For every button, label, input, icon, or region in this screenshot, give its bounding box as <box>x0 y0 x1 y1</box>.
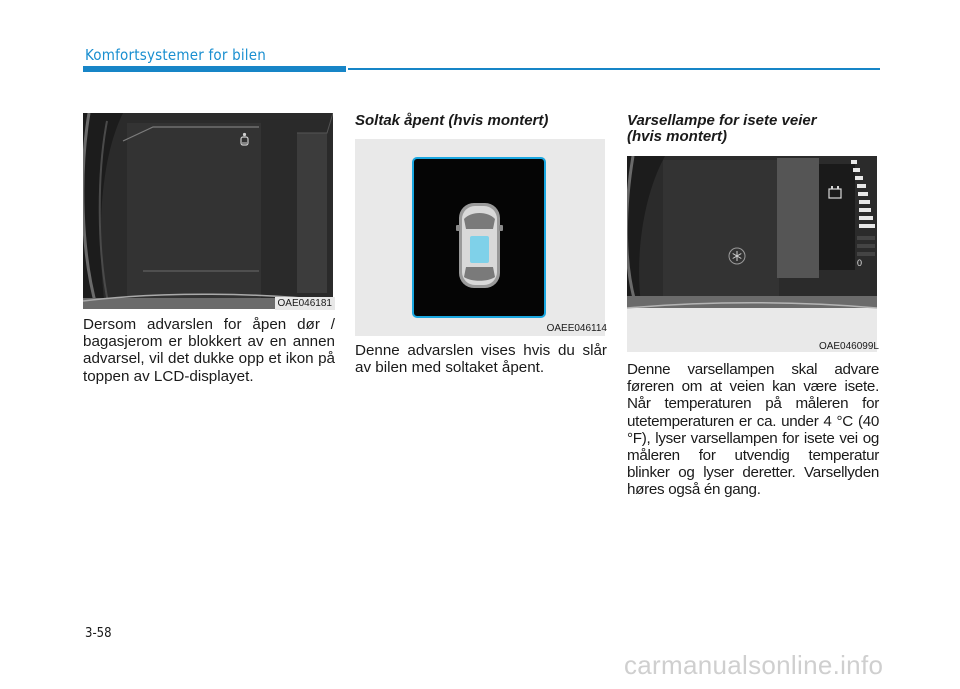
body-text: Dersom advarslen for åpen dør / bagasjerom er blokkert av en annen advarsel, vil det dukke opp et ikon på toppen av LCD-displayet. <box>83 316 335 385</box>
watermark: carmanualsonline.info <box>624 650 884 680</box>
cluster-display-illustration <box>83 113 333 309</box>
gauge-zero-label: 0 <box>857 258 863 268</box>
figure-code: OAEE046114 <box>546 323 607 334</box>
figure-code: OAE046099L <box>818 341 879 352</box>
figure-code: OAE046181 <box>275 297 336 310</box>
sunroof-open-figure <box>355 139 605 336</box>
sunroof-display-illustration <box>355 139 605 336</box>
cluster-door-icon-figure <box>83 113 333 309</box>
section-heading-line2: (hvis montert) <box>627 128 728 145</box>
body-text: Denne advarslen vises hvis du slår av bilen med soltaket åpent. <box>355 342 607 377</box>
header-rule-thin <box>348 68 880 70</box>
icy-road-figure <box>627 156 877 352</box>
section-heading: Soltak åpent (hvis montert) <box>355 112 549 129</box>
car-top-view-icon <box>456 203 503 288</box>
sunroof-open-indicator <box>470 236 489 263</box>
section-title: Komfortsystemer for bilen <box>85 46 267 64</box>
cluster-icy-road-illustration <box>627 156 877 352</box>
header-rule-thick <box>83 66 346 72</box>
page-number: 3-58 <box>85 626 112 641</box>
section-heading-line1: Varsellampe for isete veier <box>627 112 817 129</box>
body-text: Denne varsellampen skal advare føreren om at veien kan være isete. Når temperaturen på måleren for utetemperaturen er ca. under 4 °C (40 °F), lyser varsellampen for isete vei og måleren for utvendig temperatur blinker og lyser deretter. Varsellyden høres også én gang. <box>627 361 879 499</box>
